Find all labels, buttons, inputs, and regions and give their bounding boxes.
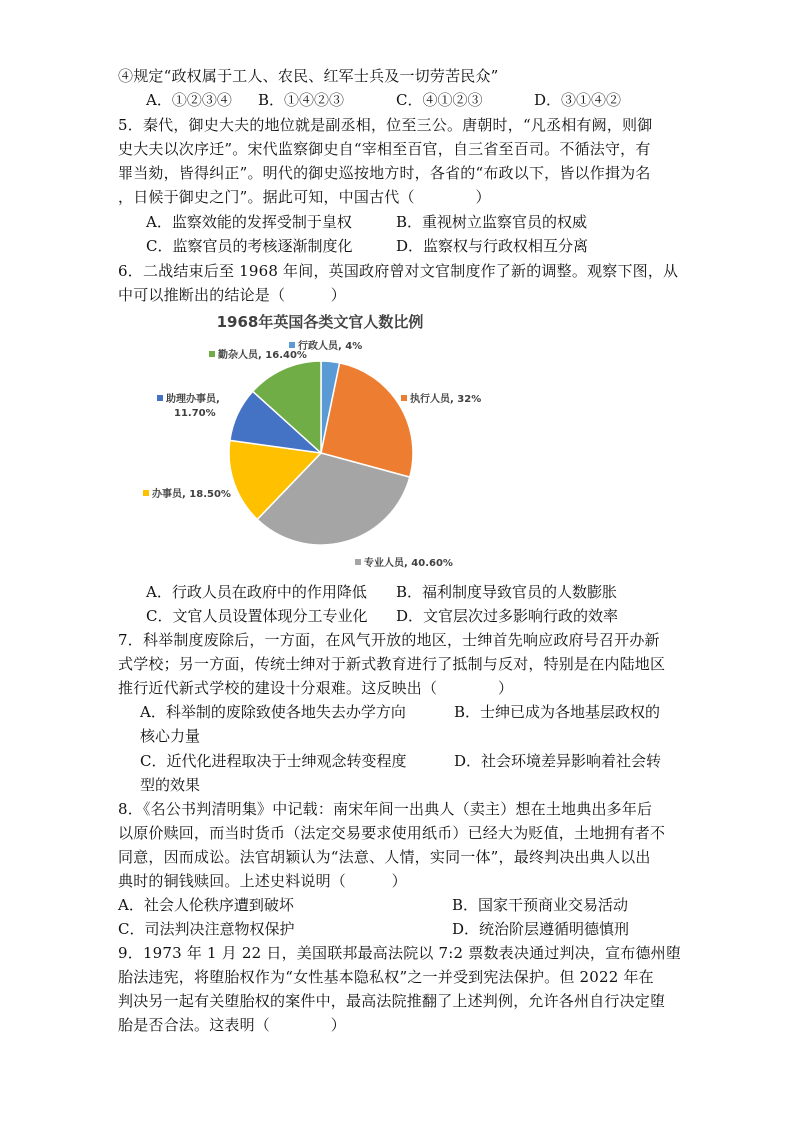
q5-option-a[interactable]: A．监察效能的发挥受制于皇权 (146, 213, 352, 231)
q9-stem-line: 9．1973 年 1 月 22 日，美国联邦最高法院以 7:2 票数表决通过判决，宣布德州堕 (118, 944, 682, 962)
q7-option-b-cont: 核心力量 (140, 727, 201, 745)
q7-option-c[interactable]: C．近代化进程取决于士绅观念转变程度 (140, 752, 407, 770)
slice-label: 专业人员, 40.60% (364, 558, 453, 569)
q9-stem-line: 胎是否合法。这表明（ ） (118, 1016, 347, 1034)
slice-label: 助理办事员, (166, 394, 220, 405)
q6-option-c[interactable]: C．文官人员设置体现分工专业化 (146, 607, 368, 625)
q6-option-a[interactable]: A．行政人员在政府中的作用降低 (146, 583, 367, 601)
q7-stem-line: 7．科举制度废除后，一方面，在风气开放的地区，士绅首先响应政府号召开办新 (118, 631, 660, 649)
q8-option-c[interactable]: C．司法判决注意物权保护 (118, 920, 295, 938)
slice-label: 行政人员, 4% (298, 341, 363, 352)
q9-stem-line: 胎法违宪，将堕胎权作为“女性基本隐私权”之一并受到宪法保护。但 2022 年在 (118, 968, 654, 986)
q5-stem-line: 罪当劾，皆得纠正”。明代的御史巡按地方时，各省的“布政以下，皆以作揖为名 (118, 164, 651, 182)
q4-option-a[interactable]: A．①②③④ (146, 91, 232, 109)
legend-marker (355, 559, 361, 565)
q5-option-b[interactable]: B．重视树立监察官员的权威 (396, 213, 588, 231)
q4-option-c[interactable]: C．④①②③ (396, 91, 483, 109)
q6-stem-line: 中可以推断出的结论是（ ） (118, 286, 347, 304)
legend-marker (157, 395, 163, 401)
slice-label: 办事员, 18.50% (152, 489, 231, 500)
pie-chart-svg (120, 307, 500, 577)
q6-option-d[interactable]: D．文官层次过多影响行政的效率 (396, 607, 619, 625)
q5-stem-line: 史大夫以次序迁”。宋代监察御史自“宰相至百官，自三省至百司。不循法守，有 (118, 140, 651, 158)
legend-marker (209, 351, 215, 357)
chart-title: 1968年英国各类文官人数比例 (216, 313, 424, 331)
q8-stem-line: 典时的铜钱赎回。上述史料说明（ ） (118, 872, 407, 890)
q6-stem-line: 6．二战结束后至 1968 年间，英国政府曾对文官制度作了新的调整。观察下图，从 (118, 262, 679, 280)
q5-stem-line: ，日候于御史之门”。据此可知，中国古代（ ） (118, 188, 491, 206)
q5-option-d[interactable]: D．监察权与行政权相互分离 (396, 237, 589, 255)
q7-option-b[interactable]: B．士绅已成为各地基层政权的 (454, 703, 661, 721)
q5-stem-line: 5．秦代，御史大夫的地位就是副丞相，位至三公。唐朝时，“凡丞相有阙，则御 (118, 116, 653, 134)
legend-marker (289, 342, 295, 348)
slice-label: 勤杂人员, 16.40% (218, 350, 307, 361)
pie-chart (120, 307, 500, 577)
q7-stem-line: 式学校；另一方面，传统士绅对于新式教育进行了抵制与反对，特别是在内陆地区 (118, 655, 666, 673)
q4-option-b[interactable]: B．①④②③ (258, 91, 345, 109)
slice-label: 11.70% (174, 408, 216, 419)
q6-option-b[interactable]: B．福利制度导致官员的人数膨胀 (396, 583, 618, 601)
q7-option-d[interactable]: D．社会环境差异影响着社会转 (454, 752, 662, 770)
q4-option-d[interactable]: D．③①④② (534, 91, 622, 109)
q8-option-b[interactable]: B．国家干预商业交易活动 (452, 896, 629, 914)
q9-stem-line: 判决另一起有关堕胎权的案件中，最高法院推翻了上述判例，允许各州自行决定堕 (118, 992, 666, 1010)
legend-marker (401, 395, 407, 401)
q8-option-a[interactable]: A．社会人伦秩序遭到破坏 (118, 896, 294, 914)
q8-stem-line: 8．《名公书判清明集》中记载：南宋年间一出典人（卖主）想在土地典出多年后 (118, 800, 653, 818)
slice-label: 执行人员, 32% (410, 394, 482, 405)
q7-stem-line: 推行近代新式学校的建设十分艰难。这反映出（ ） (118, 679, 514, 697)
q8-option-d[interactable]: D．统治阶层遵循明德慎刑 (452, 920, 630, 938)
q8-stem-line: 以原价赎回，而当时货币（法定交易要求使用纸币）已经大为贬值，土地拥有者不 (118, 824, 666, 842)
q7-option-a[interactable]: A．科举制的废除致使各地失去办学方向 (140, 703, 406, 721)
q5-option-c[interactable]: C．监察官员的考核逐渐制度化 (146, 237, 353, 255)
q4-item4: ④规定“政权属于工人、农民、红军士兵及一切劳苦民众” (118, 67, 499, 85)
q8-stem-line: 同意，因而成讼。法官胡颖认为“法意、人情，实同一体”，最终判决出典人以出 (118, 848, 651, 866)
q7-option-d-cont: 型的效果 (140, 776, 201, 794)
legend-marker (143, 490, 149, 496)
